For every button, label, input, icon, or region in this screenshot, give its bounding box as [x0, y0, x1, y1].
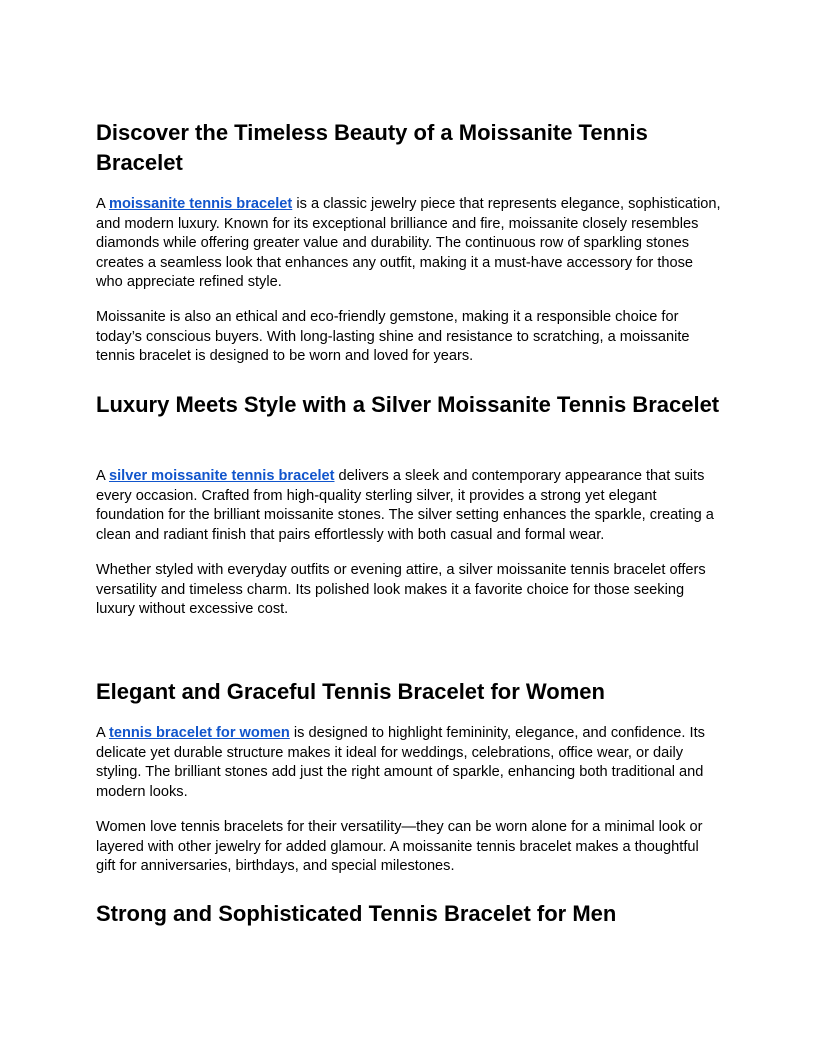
paragraph-prefix: A — [96, 725, 109, 741]
paragraph-moissanite-intro — [96, 195, 722, 293]
heading-tennis-bracelet-women: Elegant and Graceful Tennis Bracelet for Women — [96, 679, 605, 704]
paragraph-women-intro — [96, 724, 722, 802]
link-tennis-bracelet-for-women[interactable]: tennis bracelet for women — [108, 725, 290, 741]
paragraph-silver-intro — [96, 467, 722, 545]
paragraph-prefix: A — [96, 196, 109, 212]
link-silver-moissanite-tennis-bracelet[interactable]: silver moissanite tennis bracelet — [108, 468, 335, 484]
link-moissanite-tennis-bracelet[interactable]: moissanite tennis bracelet — [108, 196, 293, 212]
paragraph-silver-versatility: Whether styled with everyday outfits or evening attire, a silver moissanite tennis bracelet offers versatility and timeless charm. Its polished look makes it a favorite choice for those seeking luxury without excessive cost. — [96, 562, 706, 617]
paragraph-moissanite-ethical: Moissanite is also an ethical and eco-friendly gemstone, making it a responsible choice for today’s conscious buyers. With long-lasting shine and resistance to scratching, a moissanite tennis bracelet is designed to be worn and loved for years. — [96, 309, 690, 364]
paragraph-text: is designed to highlight femininity, elegance, and confidence. Its delicate yet durable structure makes it ideal for weddings, celebrations, office wear, or daily styling. The brilliant stones add just the right amount of sparkle, enhancing both traditional and modern looks. — [96, 725, 705, 800]
paragraph-text: delivers a sleek and contemporary appearance that suits every occasion. Crafted from high-quality sterling silver, it provides a strong yet elegant foundation for the brilliant moissanite stones. The silver setting enhances the sparkle, creating a clean and radiant finish that pairs effortlessly with both casual and formal wear. — [96, 468, 714, 543]
heading-silver-moissanite: Luxury Meets Style with a Silver Moissanite Tennis Bracelet — [96, 392, 720, 417]
paragraph-text: is a classic jewelry piece that represents elegance, sophistication, and modern luxury. Known for its exceptional brilliance and fire, moissanite closely resembles diamonds while offering greater value and durability. The continuous row of sparkling stones creates a seamless look that enhances any outfit, making it a must-have accessory for those who appreciate refined style. — [96, 196, 721, 290]
heading-moissanite-tennis-bracelet: Discover the Timeless Beauty of a Moissanite Tennis Bracelet — [96, 120, 648, 175]
paragraph-prefix: A — [96, 468, 109, 484]
heading-tennis-bracelet-men: Strong and Sophisticated Tennis Bracelet for Men — [96, 901, 617, 926]
paragraph-women-versatility: Women love tennis bracelets for their versatility—they can be worn alone for a minimal look or layered with other jewelry for added glamour. A moissanite tennis bracelet makes a thoughtful gift for anniversaries, birthdays, and special milestones. — [96, 819, 703, 874]
